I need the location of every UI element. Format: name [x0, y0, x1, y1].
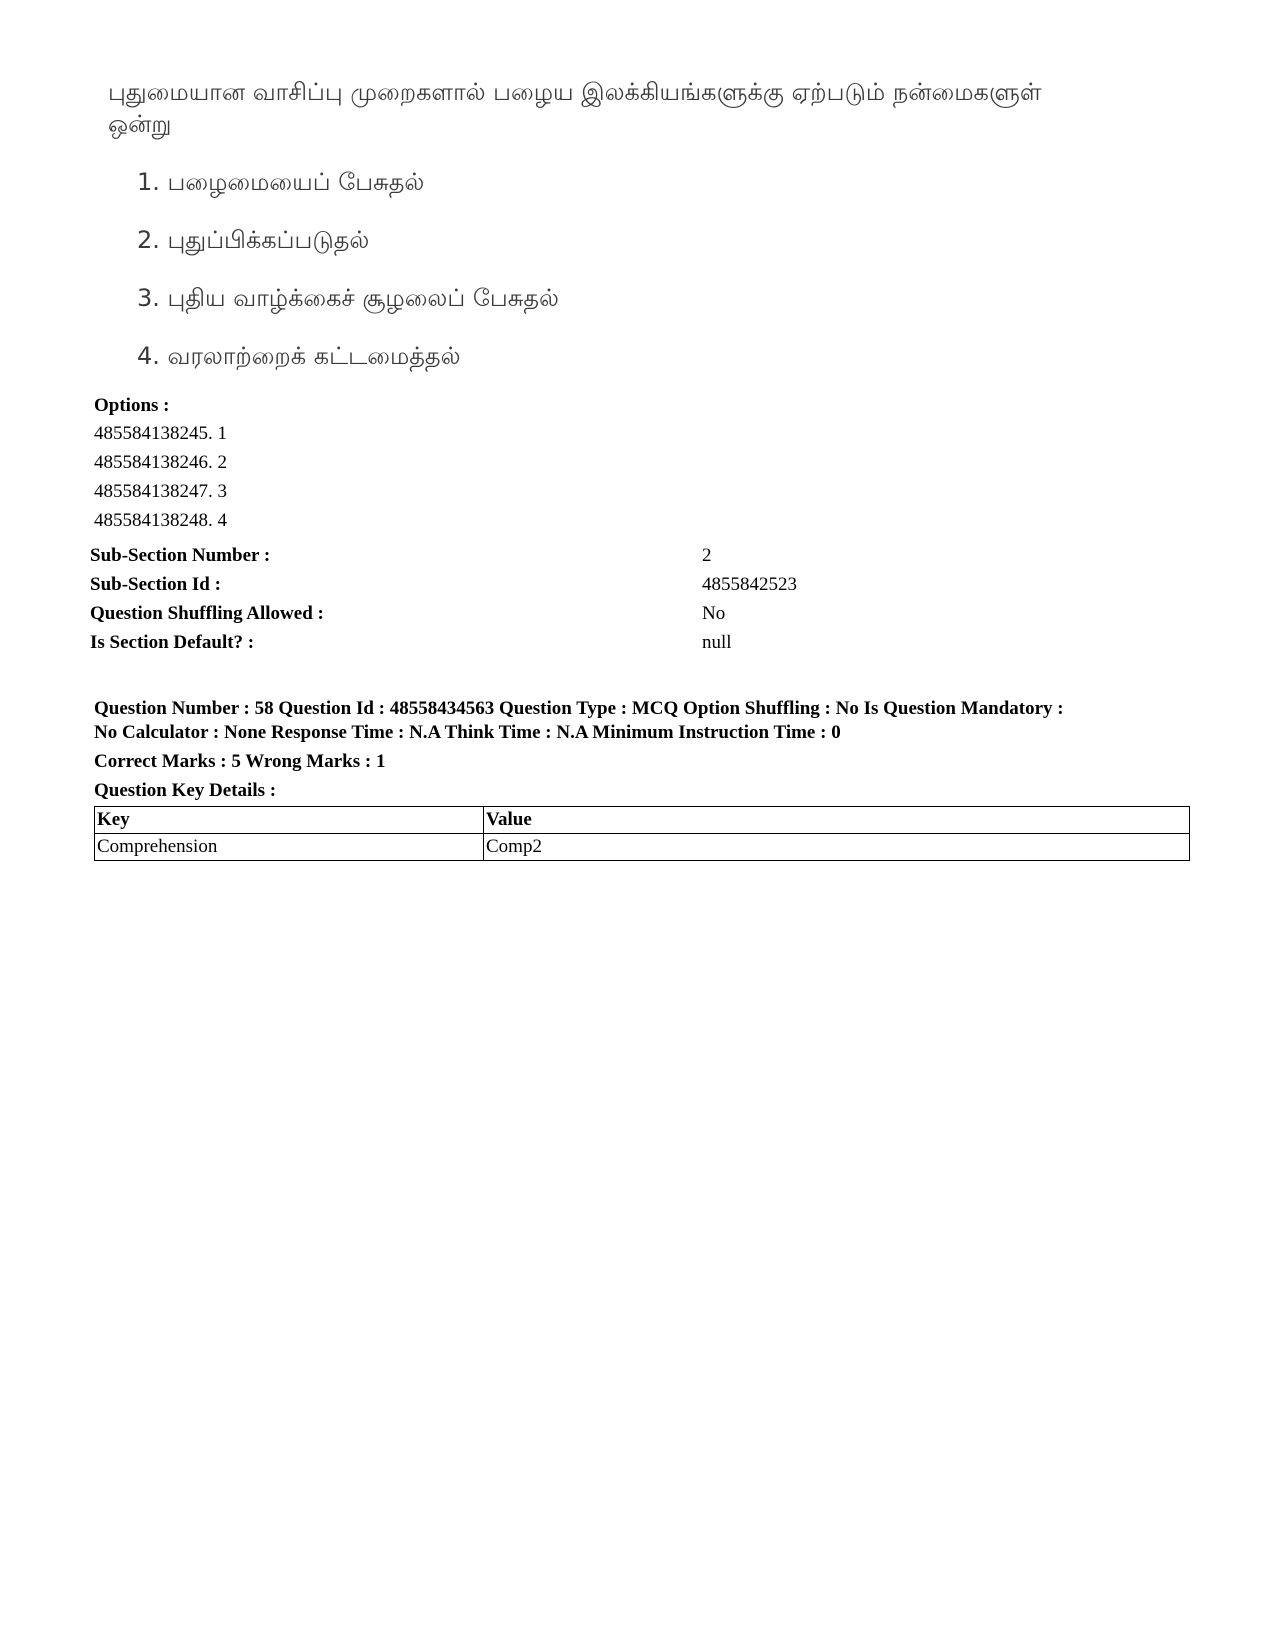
table-row: [95, 834, 1190, 861]
question-stem: புதுமையான வாசிப்பு முறைகளால் பழைய இலக்கியங்களுக்கு ஏற்படும் நன்மைகளுள் ஒன்று: [108, 78, 1042, 138]
subsection-number-value: 2: [702, 545, 712, 566]
subsection-id-label: Sub-Section Id :: [90, 574, 221, 595]
question-shuffling-label: Question Shuffling Allowed :: [90, 603, 324, 624]
question-choice-1: 1. பழைமையைப் பேசுதல்: [137, 168, 425, 196]
options-label: Options :: [94, 395, 170, 416]
question-info-line-2: No Calculator : None Response Time : N.A Think Time : N.A Minimum Instruction Time : 0: [94, 722, 841, 743]
option-id-item: 485584138245. 1: [94, 423, 227, 444]
section-default-value: null: [702, 632, 732, 653]
question-key-details-label: Question Key Details :: [94, 780, 277, 801]
option-id-item: 485584138247. 3: [94, 481, 227, 502]
question-shuffling-value: No: [702, 603, 726, 624]
table-header-key: Key: [95, 807, 484, 834]
question-choice-3: 3. புதிய வாழ்க்கைச் சூழலைப் பேசுதல்: [137, 284, 559, 312]
question-key-table: [94, 806, 1190, 861]
table-cell-key: Comprehension: [95, 834, 484, 861]
question-choice-2: 2. புதுப்பிக்கப்படுதல்: [137, 226, 370, 254]
option-id-item: 485584138248. 4: [94, 510, 227, 531]
subsection-number-label: Sub-Section Number :: [90, 545, 271, 566]
option-id-item: 485584138246. 2: [94, 452, 227, 473]
table-header-value: Value: [484, 807, 1190, 834]
marks-line: Correct Marks : 5 Wrong Marks : 1: [94, 751, 386, 772]
question-info-line-1: Question Number : 58 Question Id : 48558434563 Question Type : MCQ Option Shuffling : No Is Question Mandatory :: [94, 698, 1064, 719]
subsection-id-value: 4855842523: [702, 574, 797, 595]
question-choice-4: 4. வரலாற்றைக் கட்டமைத்தல்: [137, 342, 461, 370]
table-header-row: [95, 807, 1190, 834]
section-default-label: Is Section Default? :: [90, 632, 255, 653]
table-cell-value: Comp2: [484, 834, 1190, 861]
